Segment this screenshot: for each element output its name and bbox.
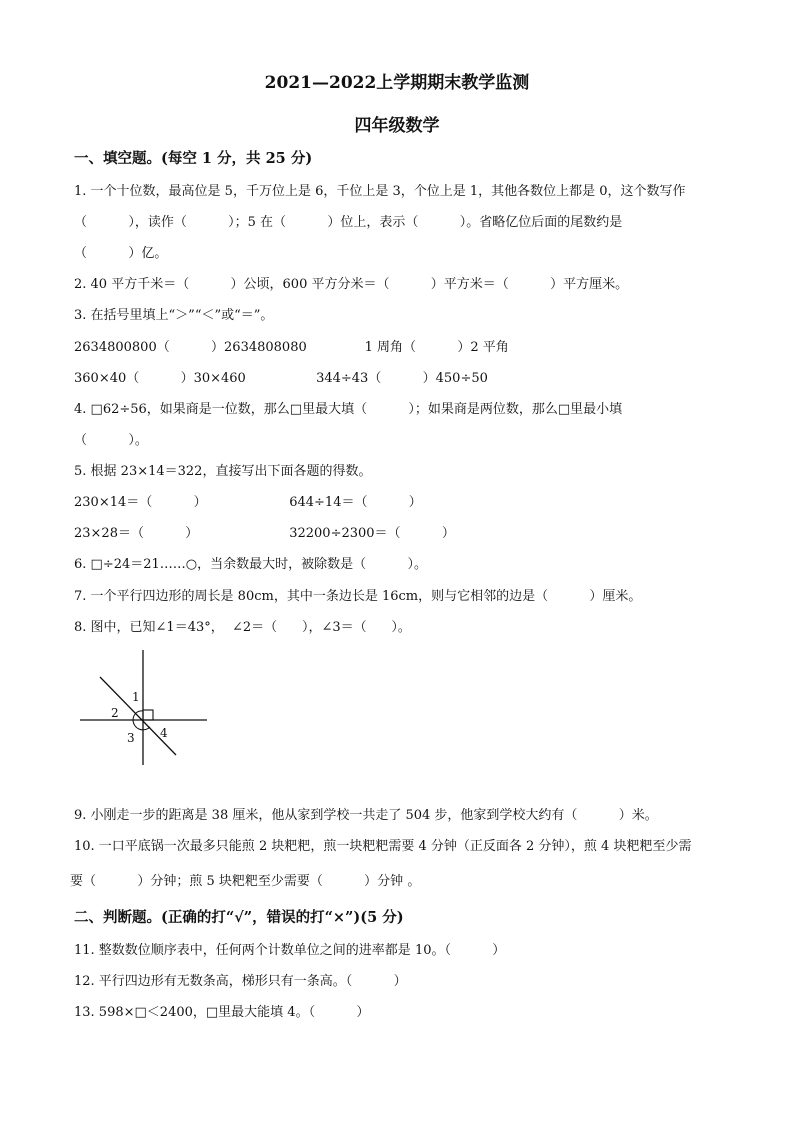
angle-label-3: 3 [127, 731, 135, 745]
question-3-row-1: 2634800800（ ）2634808080 1 周角（ ）2 平角 [74, 340, 509, 355]
right-angle-mark [143, 710, 153, 720]
section-heading-fill-in: 一、填空题。(每空 1 分，共 25 分) [74, 150, 313, 167]
angle-label-1: 1 [132, 690, 140, 704]
question-12: 12. 平行四边形有无数条高，梯形只有一条高。（ ） [74, 974, 407, 989]
exam-title: 2021—2022上学期期末教学监测 [264, 73, 530, 93]
question-4-line-1: 4. □62÷56，如果商是一位数，那么□里最大填（ ）；如果商是两位数，那么□里最小填 [74, 402, 623, 417]
angle-figure [70, 645, 220, 765]
question-2: 2. 40 平方千米＝（ ）公顷，600 平方分米＝（ ）平方米＝（ ）平方厘米。 [74, 277, 629, 292]
question-1-line-1: 1. 一个十位数，最高位是 5，千万位上是 6，千位上是 3，个位上是 1，其他各数位上都是 0，这个数写作 [74, 184, 686, 199]
exam-subtitle: 四年级数学 [354, 116, 440, 136]
question-5-prompt: 5. 根据 23×14＝322，直接写出下面各题的得数。 [74, 464, 372, 479]
question-7: 7. 一个平行四边形的周长是 80cm，其中一条边长是 16cm，则与它相邻的边是（ ）厘米。 [74, 589, 642, 604]
question-3-prompt: 3. 在括号里填上“＞”“＜”或“＝”。 [74, 308, 274, 323]
question-11: 11. 整数数位顺序表中，任何两个计数单位之间的进率都是 10。（ ） [74, 943, 506, 958]
question-10-line-1: 10. 一口平底锅一次最多只能煎 2 块粑粑，煎一块粑粑需要 4 分钟（正反面各 2 分钟），煎 4 块粑粑至少需 [74, 839, 692, 854]
angle-2-arc [133, 713, 136, 720]
question-9: 9. 小刚走一步的距离是 38 厘米，他从家到学校一共走了 504 步，他家到学校大约有（ ）米。 [74, 808, 658, 823]
question-5-row-1: 230×14＝（ ） 644÷14＝（ ） [74, 495, 422, 510]
angle-1-arc [136, 711, 143, 713]
section-heading-true-false: 二、判断题。(正确的打“√”，错误的打“×”)(5 分) [74, 909, 404, 926]
question-5-row-2: 23×28＝（ ） 32200÷2300＝（ ） [74, 526, 455, 541]
question-1-line-3: （ ）亿。 [74, 246, 168, 261]
question-4-line-2: （ ）。 [74, 433, 148, 448]
angle-label-4: 4 [160, 726, 168, 740]
question-6: 6. □÷24＝21……○，当余数最大时，被除数是（ ）。 [74, 557, 427, 572]
question-1-line-2: （ ），读作（ ）；5 在（ ）位上，表示（ ）。省略亿位后面的尾数约是 [74, 215, 623, 230]
question-10-line-2: 要（ ）分钟；煎 5 块粑粑至少需要（ ）分钟 。 [70, 874, 421, 889]
angle-label-2: 2 [111, 706, 119, 720]
question-3-row-2: 360×40（ ）30×460 344÷43（ ）450÷50 [74, 371, 488, 386]
question-13: 13. 598×□＜2400，□里最大能填 4。（ ） [74, 1005, 370, 1020]
question-8: 8. 图中，已知∠1＝43°， ∠2＝（ ），∠3＝（ ）。 [74, 620, 411, 635]
